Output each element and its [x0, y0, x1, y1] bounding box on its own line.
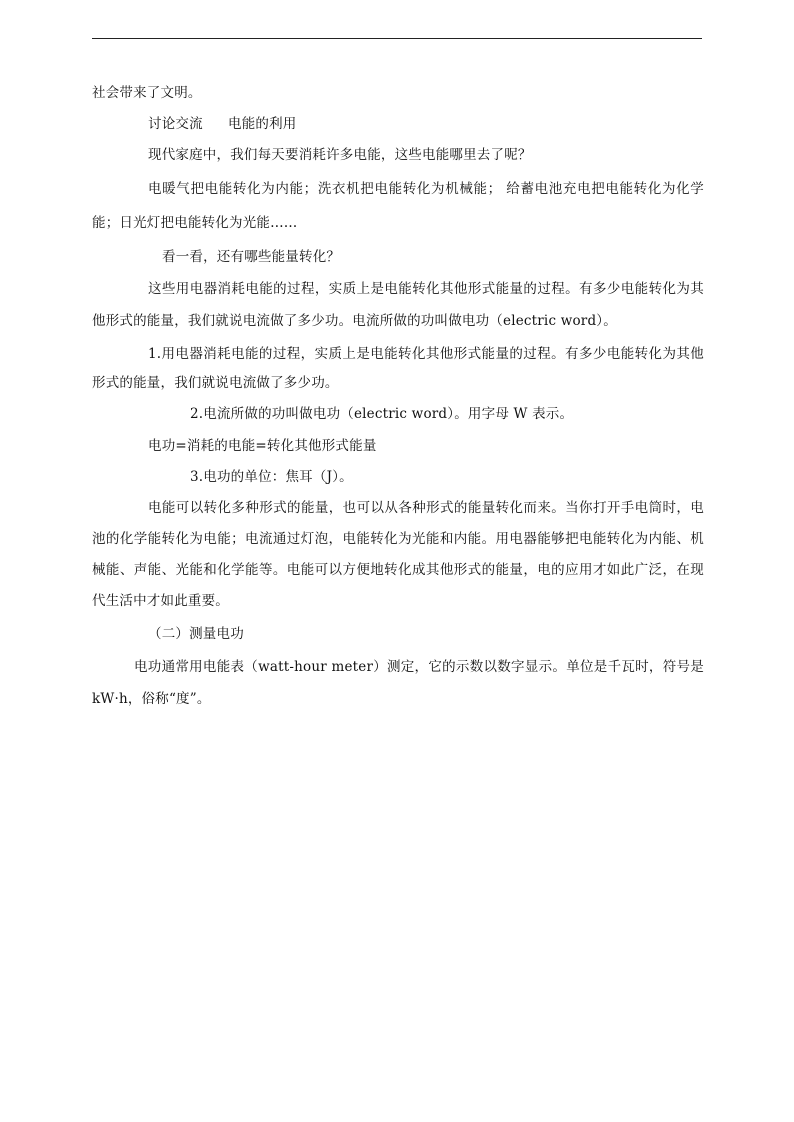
text-line: 他形式的能量，我们就说电流做了多少功。电流所做的功叫做电功（electric word）。 — [92, 313, 617, 329]
text-line: kW·h，俗称“度”。 — [92, 691, 211, 707]
text-line: 能；日光灯把电能转化为光能…… — [92, 215, 298, 231]
subsection-heading: （二）测量电功 — [148, 626, 244, 642]
list-item-3: 3.电功的单位：焦耳（J）。 — [190, 469, 353, 485]
formula-line: 电功=消耗的电能=转化其他形式能量 — [148, 438, 377, 454]
list-item-1: 1.用电器消耗电能的过程，实质上是电能转化其他形式能量的过程。有多少电能转化为其他 — [148, 346, 704, 362]
text-line: 电能可以转化多种形式的能量，也可以从各种形式的能量转化而来。当你打开手电筒时，电 — [148, 500, 704, 516]
text-line: 形式的能量，我们就说电流做了多少功。 — [92, 375, 339, 391]
text-line: 械能、声能、光能和化学能等。电能可以方便地转化成其他形式的能量，电的应用才如此广泛，在现 — [92, 562, 704, 578]
list-item-2: 2.电流所做的功叫做电功（electric word）。用字母 W 表示。 — [190, 406, 574, 422]
text-line: 社会带来了文明。 — [92, 85, 202, 101]
text-line: 现代家庭中，我们每天要消耗许多电能，这些电能哪里去了呢？ — [148, 147, 532, 163]
question-line: 看一看，还有哪些能量转化？ — [162, 249, 341, 265]
section-heading: 电能的利用 — [228, 116, 297, 132]
header-rule — [92, 38, 702, 39]
section-label: 讨论交流 — [148, 116, 203, 132]
text-line: 电功通常用电能表（watt-hour meter）测定，它的示数以数字显示。单位是千瓦时，符号是 — [134, 659, 704, 675]
text-line: 池的化学能转化为电能；电流通过灯泡，电能转化为光能和内能。用电器能够把电能转化为内能、机 — [92, 531, 704, 547]
text-line: 代生活中才如此重要。 — [92, 593, 229, 609]
text-line: 这些用电器消耗电能的过程，实质上是电能转化其他形式能量的过程。有多少电能转化为其 — [148, 281, 704, 297]
text-line: 电暖气把电能转化为内能；洗衣机把电能转化为机械能； 给蓄电池充电把电能转化为化学 — [148, 181, 704, 197]
